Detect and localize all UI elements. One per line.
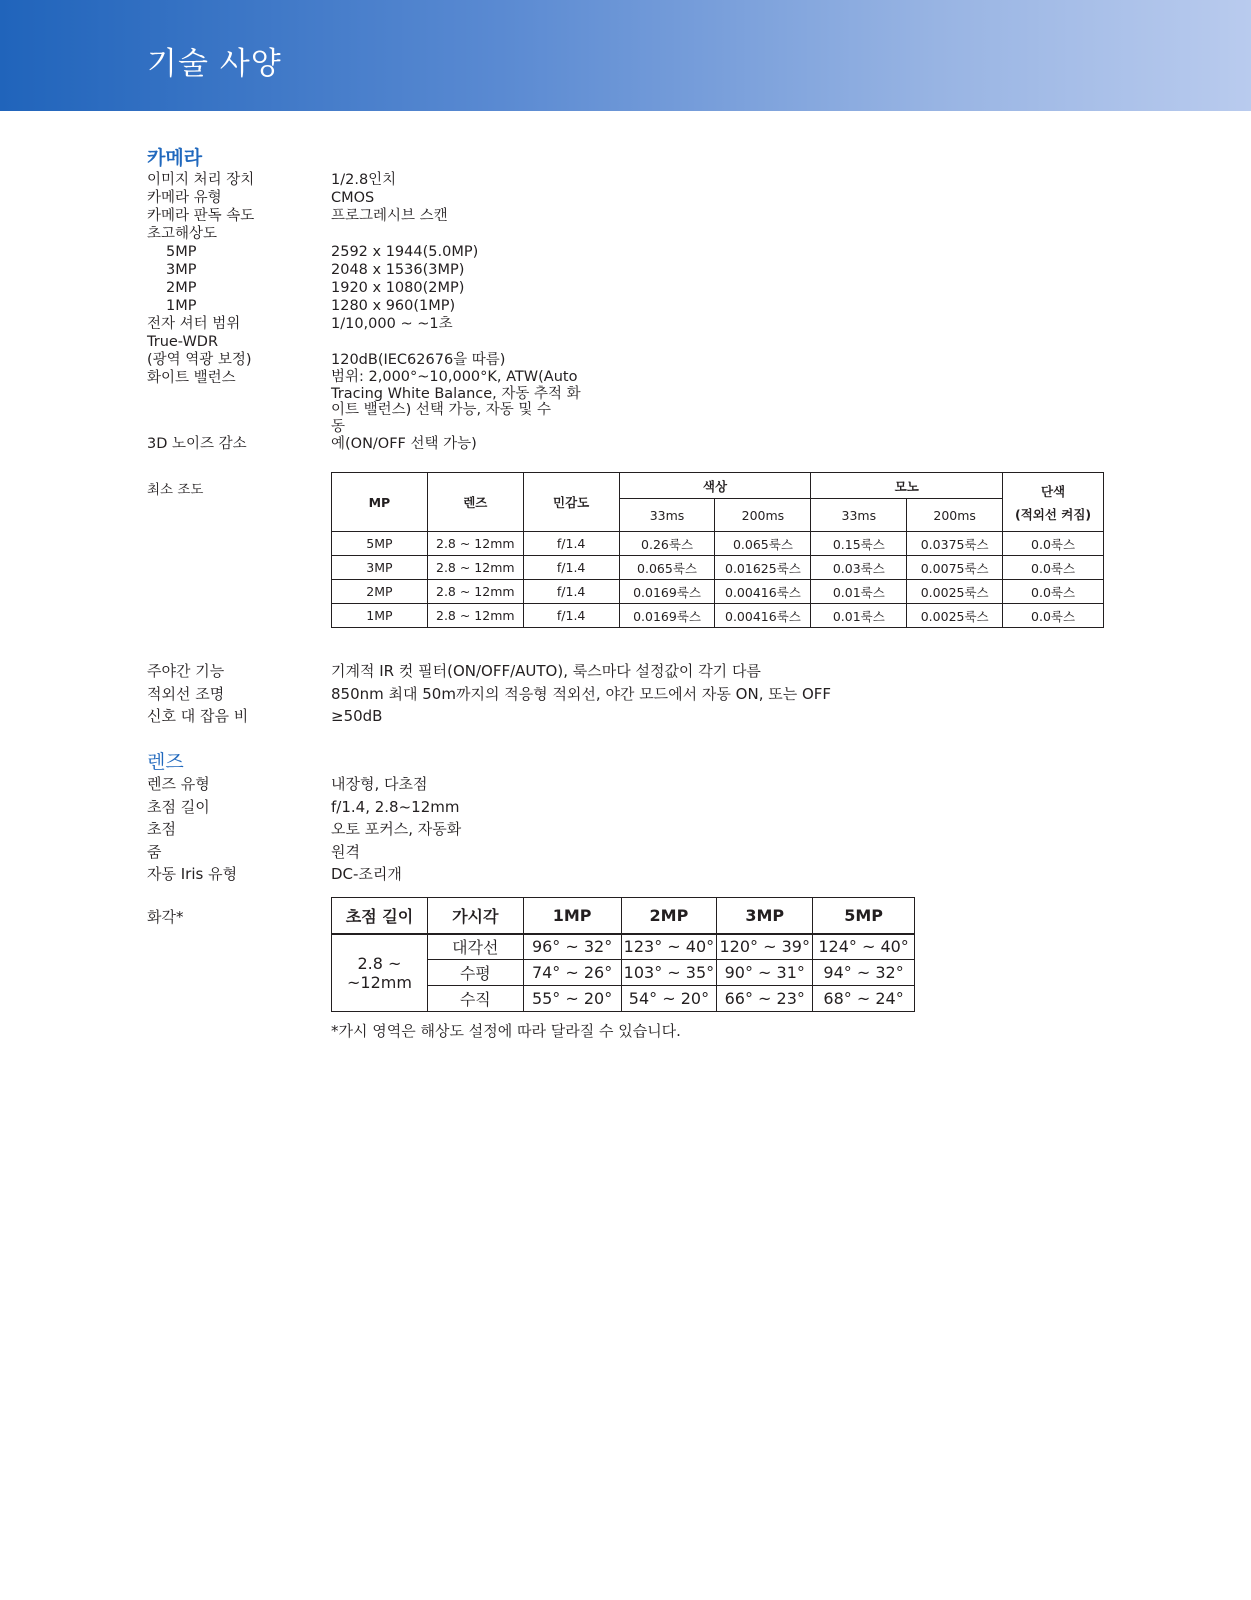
wb-line: 이트 밸런스) 선택 가능, 자동 및 수	[331, 402, 552, 418]
col-header-bw-line2: (적외선 켜짐)	[1014, 506, 1092, 522]
spec-row	[147, 189, 1107, 207]
table-cell: 0.065룩스	[715, 532, 811, 556]
spec-row	[147, 207, 1107, 225]
table-cell: 0.0025룩스	[907, 604, 1003, 628]
spec-label: 초점 길이	[147, 797, 210, 816]
wb-line: Tracing White Balance, 자동 추적 화	[331, 385, 581, 402]
spec-label: 초점	[147, 820, 176, 838]
table-cell: 대각선	[427, 934, 523, 960]
min-illumination-label: 최소 조도	[147, 482, 204, 498]
spec-label: 줌	[147, 842, 162, 861]
table-cell: 0.0169룩스	[619, 604, 715, 628]
spec-label: 5MP	[166, 244, 197, 260]
spec-label: True-WDR	[147, 334, 219, 350]
spec-label: 전자 셔터 범위	[147, 316, 241, 332]
spec-value: 2048 x 1536(3MP)	[331, 262, 465, 278]
table-cell: 103° ~ 35°	[621, 960, 717, 986]
table-cell: 0.15룩스	[811, 532, 907, 556]
spec-label: 자동 Iris 유형	[147, 865, 238, 883]
focal-length-cell	[332, 934, 428, 1012]
spec-row	[147, 315, 1107, 333]
table-row	[332, 580, 1104, 604]
table-cell: 3MP	[332, 556, 428, 580]
col-header-lens: 렌즈	[427, 473, 523, 532]
spec-value: 1/10,000 ~ ~1초	[331, 316, 453, 332]
table-cell: 94° ~ 32°	[813, 960, 915, 986]
field-of-view-table	[331, 897, 915, 1012]
spec-value: 1920 x 1080(2MP)	[331, 280, 465, 296]
col-subheader-33ms: 33ms	[811, 499, 907, 532]
spec-row	[147, 243, 1107, 261]
table-cell: 1MP	[332, 604, 428, 628]
spec-row	[147, 261, 1107, 279]
spec-row	[147, 841, 1107, 864]
page-title: 기술 사양	[147, 46, 282, 82]
table-cell: 120° ~ 39°	[717, 934, 813, 960]
table-cell: 0.0룩스	[1003, 580, 1104, 604]
spec-label: 이미지 처리 장치	[147, 172, 255, 188]
spec-row	[147, 773, 1107, 796]
spec-value: CMOS	[331, 190, 375, 206]
table-cell: 수직	[427, 986, 523, 1012]
table-cell: 0.0룩스	[1003, 604, 1104, 628]
spec-label: 초고해상도	[147, 226, 218, 242]
table-cell: 2.8 ~ 12mm	[427, 580, 523, 604]
col-header-5mp: 5MP	[813, 898, 915, 934]
spec-value: ≥50dB	[331, 707, 383, 725]
spec-value: 원격	[331, 842, 360, 861]
col-header-focal-length: 초점 길이	[332, 898, 428, 934]
lens-spec-list	[147, 773, 1107, 886]
table-cell: f/1.4	[523, 556, 619, 580]
spec-row	[147, 171, 1107, 189]
table-cell: 2MP	[332, 580, 428, 604]
table-cell: 0.0룩스	[1003, 556, 1104, 580]
spec-value: 프로그레시브 스캔	[331, 208, 448, 224]
spec-row	[147, 297, 1107, 315]
table-cell: 123° ~ 40°	[621, 934, 717, 960]
spec-row	[147, 863, 1107, 886]
table-cell: 5MP	[332, 532, 428, 556]
spec-label: 렌즈 유형	[147, 775, 210, 793]
col-header-sensitivity: 민감도	[523, 473, 619, 532]
col-header-3mp: 3MP	[717, 898, 813, 934]
min-illumination-table	[331, 472, 1104, 628]
spec-label: (광역 역광 보정)	[147, 352, 252, 368]
table-cell: 55° ~ 20°	[523, 986, 621, 1012]
spec-row	[147, 683, 1107, 706]
spec-label: 2MP	[166, 280, 197, 296]
wb-line: 범위: 2,000°~10,000°K, ATW(Auto	[331, 369, 578, 385]
table-cell: 0.0룩스	[1003, 532, 1104, 556]
spec-row	[147, 435, 1107, 453]
spec-value: 기계적 IR 컷 필터(ON/OFF/AUTO), 룩스마다 설정값이 각기 다름	[331, 662, 761, 680]
spec-row	[147, 660, 1107, 683]
table-cell: 2.8 ~ 12mm	[427, 604, 523, 628]
spec-label: 적외선 조명	[147, 684, 225, 703]
spec-row	[147, 818, 1107, 841]
spec-value: 1/2.8인치	[331, 172, 397, 188]
table-cell: 0.03룩스	[811, 556, 907, 580]
camera-heading: 카메라	[147, 147, 203, 169]
spec-label: 화이트 밸런스	[147, 370, 236, 386]
spec-value: 예(ON/OFF 선택 가능)	[331, 436, 477, 452]
focal-length-line2: ~12mm	[346, 972, 412, 992]
table-cell: 0.01룩스	[811, 580, 907, 604]
focal-length-line1: 2.8 ~	[357, 953, 402, 973]
spec-label: 신호 대 잡음 비	[147, 707, 249, 725]
col-header-mp: MP	[332, 473, 428, 532]
table-cell: f/1.4	[523, 580, 619, 604]
table-cell: 수평	[427, 960, 523, 986]
spec-label: 1MP	[166, 298, 197, 314]
header-banner	[0, 0, 1251, 111]
spec-label: 주야간 기능	[147, 662, 225, 680]
table-header-row	[332, 473, 1104, 499]
table-cell: 96° ~ 32°	[523, 934, 621, 960]
spec-value: DC-조리개	[331, 865, 402, 883]
col-subheader-200ms: 200ms	[907, 499, 1003, 532]
col-subheader-33ms: 33ms	[619, 499, 715, 532]
table-cell: 0.065룩스	[619, 556, 715, 580]
field-of-view-label: 화각*	[147, 908, 184, 926]
spec-row	[147, 705, 1107, 728]
table-cell: 0.01룩스	[811, 604, 907, 628]
table-cell: 0.00416룩스	[715, 580, 811, 604]
spec-row	[147, 796, 1107, 819]
camera-spec-list-2	[147, 660, 1107, 728]
lens-heading: 렌즈	[147, 751, 184, 773]
spec-value: 1280 x 960(1MP)	[331, 298, 456, 314]
table-cell: 0.0025룩스	[907, 580, 1003, 604]
table-cell: 54° ~ 20°	[621, 986, 717, 1012]
table-cell: f/1.4	[523, 604, 619, 628]
table-cell: 0.0075룩스	[907, 556, 1003, 580]
footnote: *가시 영역은 해상도 설정에 따라 달라질 수 있습니다.	[331, 1022, 681, 1040]
spec-value: 2592 x 1944(5.0MP)	[331, 244, 479, 260]
camera-spec-list	[147, 171, 1107, 453]
spec-label: 카메라 판독 속도	[147, 208, 255, 224]
spec-label: 3MP	[166, 262, 197, 278]
spec-value-white-balance	[331, 369, 601, 435]
table-cell: 74° ~ 26°	[523, 960, 621, 986]
table-cell: 0.0375룩스	[907, 532, 1003, 556]
table-row	[332, 604, 1104, 628]
col-header-bw	[1003, 473, 1104, 532]
col-header-2mp: 2MP	[621, 898, 717, 934]
table-cell: f/1.4	[523, 532, 619, 556]
table-cell: 0.26룩스	[619, 532, 715, 556]
spec-row	[147, 279, 1107, 297]
spec-row	[147, 333, 1107, 351]
spec-label: 카메라 유형	[147, 190, 222, 206]
table-row	[332, 556, 1104, 580]
table-cell: 68° ~ 24°	[813, 986, 915, 1012]
spec-row-white-balance	[147, 369, 1107, 435]
spec-value: 120dB(IEC62676을 따름)	[331, 352, 506, 368]
table-row	[332, 934, 915, 960]
col-header-color: 색상	[619, 473, 811, 499]
table-cell: 66° ~ 23°	[717, 986, 813, 1012]
col-subheader-200ms: 200ms	[715, 499, 811, 532]
spec-row	[147, 351, 1107, 369]
table-cell: 0.0169룩스	[619, 580, 715, 604]
spec-label: 3D 노이즈 감소	[147, 436, 247, 452]
col-header-mono: 모노	[811, 473, 1003, 499]
spec-value: 850nm 최대 50m까지의 적응형 적외선, 야간 모드에서 자동 ON, 또는 OFF	[331, 684, 832, 703]
spec-value: 내장형, 다초점	[331, 775, 428, 793]
col-header-bw-line1: 단색	[1040, 483, 1066, 499]
table-cell: 0.01625룩스	[715, 556, 811, 580]
table-cell: 2.8 ~ 12mm	[427, 532, 523, 556]
table-header-row	[332, 898, 915, 934]
table-cell: 0.00416룩스	[715, 604, 811, 628]
wb-line: 동	[331, 418, 346, 435]
col-header-view-angle: 가시각	[427, 898, 523, 934]
table-cell: 124° ~ 40°	[813, 934, 915, 960]
spec-row	[147, 225, 1107, 243]
table-cell: 2.8 ~ 12mm	[427, 556, 523, 580]
spec-value: f/1.4, 2.8~12mm	[331, 797, 460, 816]
spec-value: 오토 포커스, 자동화	[331, 820, 462, 838]
table-cell: 90° ~ 31°	[717, 960, 813, 986]
table-row	[332, 532, 1104, 556]
col-header-1mp: 1MP	[523, 898, 621, 934]
